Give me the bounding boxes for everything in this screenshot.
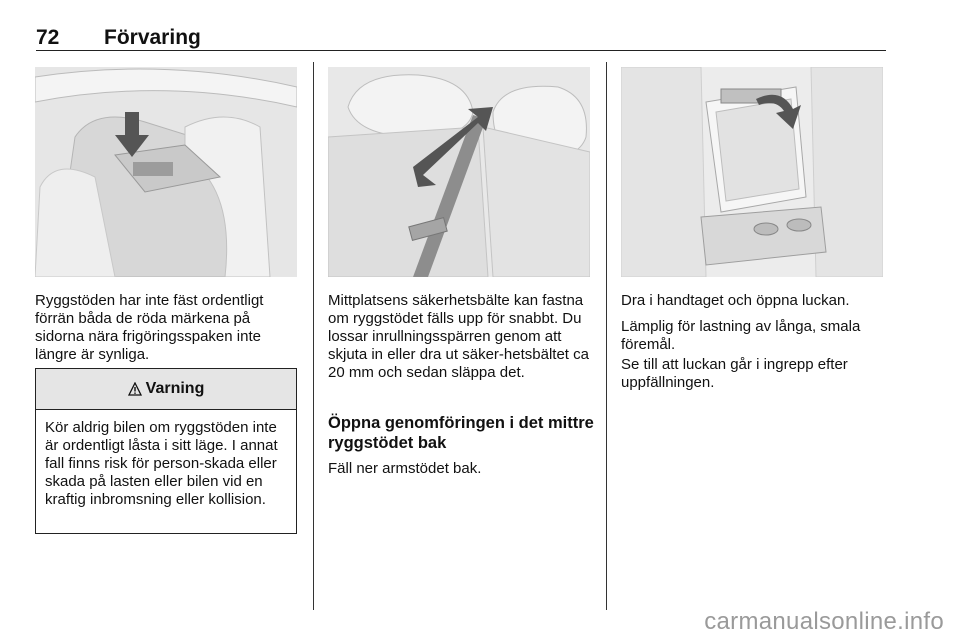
warning-triangle-icon	[128, 382, 142, 396]
chapter-title: Förvaring	[104, 26, 201, 49]
watermark: carmanualsonline.info	[704, 608, 944, 635]
paragraph-long-items: Lämplig för lastning av långa, smala föremål.	[621, 318, 861, 353]
paragraph-center-seatbelt: Mittplatsens säkerhetsbälte kan fastna om ryggstödet fälls upp för snabbt. Du lossar inrullningsspärren genom att skjuta in eller dra ut säker-hetsbältet ca 20 mm och sedan släppa det.	[328, 292, 589, 381]
paragraph-fold-armrest: Fäll ner armstödet bak.	[328, 460, 482, 477]
page-number: 72	[36, 26, 60, 49]
figure-armrest-hatch	[621, 67, 883, 277]
header-rule	[36, 50, 886, 51]
seat-backrest-release-arrow-illustration	[35, 67, 297, 277]
warning-text: Kör aldrig bilen om ryggstöden inte är ordentligt låsta i sitt läge. I annat fall finns risk för person-skada eller skada på lasten eller bilen vid en kraftig inbromsning eller kollision.	[45, 419, 278, 508]
center-seatbelt-retractor-illustration	[328, 67, 590, 277]
figure-center-seatbelt	[328, 67, 590, 277]
column-divider	[313, 62, 314, 610]
paragraph-backrest-markers: Ryggstöden har inte fäst ordentligt förrän båda de röda märkena på sidorna nära frigöringsspaken inte längre är synliga.	[35, 292, 264, 363]
paragraph-pull-handle: Dra i handtaget och öppna luckan.	[621, 292, 850, 309]
column-divider	[606, 62, 607, 610]
section-heading: Öppna genomföringen i det mittre ryggstödet bak	[328, 414, 594, 452]
figure-backrest-release	[35, 67, 297, 277]
rear-armrest-pass-through-hatch-illustration	[621, 67, 883, 277]
paragraph-hatch-engage: Se till att luckan går i ingrepp efter uppfällningen.	[621, 356, 848, 391]
warning-title: Varning	[145, 380, 205, 397]
page-header	[36, 26, 886, 52]
warning-box	[35, 368, 297, 534]
warning-header	[36, 369, 296, 410]
